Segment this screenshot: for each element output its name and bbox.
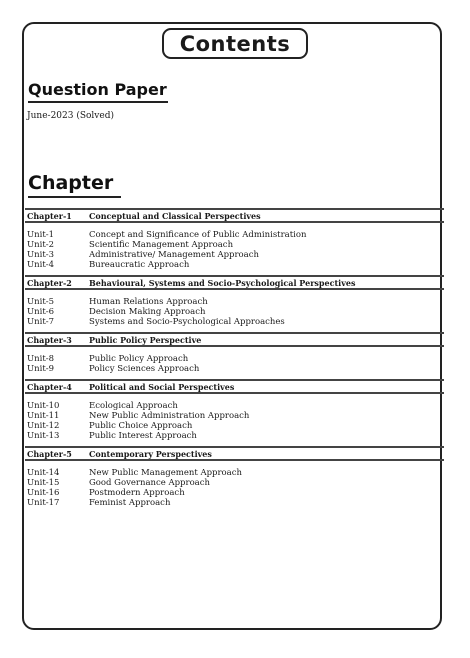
chapter-row[interactable] [25,332,444,347]
unit-label: Unit-1 [27,230,55,240]
unit-row[interactable] [25,364,444,374]
unit-label: Unit-15 [27,478,60,488]
unit-label: Unit-9 [27,364,55,374]
unit-label: Unit-11 [27,411,60,421]
unit-list [25,394,444,446]
unit-row[interactable] [25,240,444,250]
chapter-heading-text: Chapter [28,172,114,194]
unit-row[interactable] [25,431,444,441]
unit-title: New Public Administration Approach [89,411,250,421]
unit-row[interactable] [25,498,444,508]
contents-title-box [162,28,308,59]
unit-label: Unit-8 [27,354,55,364]
chapter-title: Contemporary Perspectives [89,448,212,459]
unit-label: Unit-6 [27,307,55,317]
unit-label: Unit-4 [27,260,55,270]
unit-title: Ecological Approach [89,401,178,411]
unit-label: Unit-16 [27,488,60,498]
unit-row[interactable] [25,421,444,431]
chapter-title: Public Policy Perspective [89,334,202,345]
chapter-row[interactable] [25,275,444,290]
unit-title: Feminist Approach [89,498,171,508]
unit-list [25,223,444,275]
unit-row[interactable] [25,478,444,488]
question-paper-heading-text: Question Paper [28,80,167,99]
unit-label: Unit-10 [27,401,60,411]
chapter-label: Chapter-1 [27,210,72,221]
unit-label: Unit-3 [27,250,55,260]
chapter-label: Chapter-2 [27,277,72,288]
chapter-heading [28,172,113,194]
unit-title: Good Governance Approach [89,478,210,488]
unit-list [25,347,444,379]
unit-title: Concept and Significance of Public Administration [89,230,307,240]
unit-row[interactable] [25,317,444,327]
unit-label: Unit-14 [27,468,60,478]
unit-label: Unit-17 [27,498,60,508]
unit-label: Unit-2 [27,240,55,250]
chapter-label: Chapter-4 [27,381,72,392]
unit-row[interactable] [25,411,444,421]
unit-label: Unit-7 [27,317,55,327]
chapter-list [25,208,444,513]
unit-title: Public Interest Approach [89,431,197,441]
unit-title: Postmodern Approach [89,488,185,498]
unit-title: Policy Sciences Approach [89,364,200,374]
unit-row[interactable] [25,297,444,307]
chapter-underline [28,196,121,198]
chapter-row[interactable] [25,379,444,394]
chapter-label: Chapter-5 [27,448,72,459]
unit-row[interactable] [25,307,444,317]
unit-label: Unit-12 [27,421,60,431]
question-paper-heading [28,80,167,99]
unit-row[interactable] [25,250,444,260]
unit-title: Systems and Socio-Psychological Approaches [89,317,285,327]
unit-row[interactable] [25,260,444,270]
unit-row[interactable] [25,468,444,478]
unit-row[interactable] [25,354,444,364]
chapter-title: Political and Social Perspectives [89,381,235,392]
unit-label: Unit-13 [27,431,60,441]
unit-label: Unit-5 [27,297,55,307]
unit-row[interactable] [25,488,444,498]
chapter-row[interactable] [25,446,444,461]
unit-title: Decision Making Approach [89,307,206,317]
unit-list [25,290,444,332]
unit-title: Public Policy Approach [89,354,189,364]
question-paper-item[interactable]: June-2023 (Solved) [27,111,114,121]
unit-title: Bureaucratic Approach [89,260,190,270]
unit-title: New Public Management Approach [89,468,242,478]
chapter-title: Behavioural, Systems and Socio-Psychological Perspectives [89,277,356,288]
unit-title: Scientific Management Approach [89,240,234,250]
page-title: Contents [179,31,291,56]
chapter-row[interactable] [25,208,444,223]
chapter-label: Chapter-3 [27,334,72,345]
unit-title: Human Relations Approach [89,297,208,307]
question-paper-underline [28,101,168,103]
unit-list [25,461,444,513]
unit-row[interactable] [25,401,444,411]
unit-row[interactable] [25,230,444,240]
unit-title: Administrative/ Management Approach [89,250,259,260]
chapter-title: Conceptual and Classical Perspectives [89,210,261,221]
unit-title: Public Choice Approach [89,421,193,431]
